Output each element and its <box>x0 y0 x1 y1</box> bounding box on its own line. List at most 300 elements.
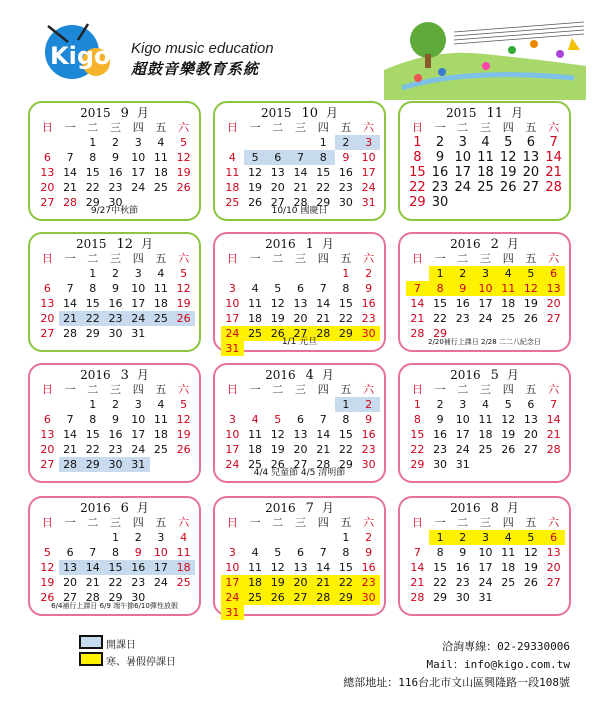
weekday-header: 三 <box>294 383 306 396</box>
day-cell: 10 <box>153 546 168 559</box>
day-cell: 11 <box>248 297 263 310</box>
weekday-header: 五 <box>340 252 352 265</box>
day-cell: 5 <box>274 282 282 295</box>
weekday-header: 三 <box>479 383 491 396</box>
day-cell: 10 <box>455 413 470 426</box>
day-cell: 20 <box>523 428 538 441</box>
weekday-header: 六 <box>178 252 190 265</box>
day-cell: 17 <box>225 312 240 325</box>
month-unit: 月 <box>321 368 334 382</box>
month-number: 5 <box>490 368 499 383</box>
day-cell: 22 <box>335 575 358 590</box>
day-cell: 9 <box>111 151 119 164</box>
day-cell: 27 <box>270 196 285 209</box>
day-cell: 21 <box>293 181 308 194</box>
weekday-header: 四 <box>502 252 514 265</box>
day-cell: 4 <box>481 398 489 411</box>
weekday-header: 二 <box>457 121 469 134</box>
day-cell: 26 <box>176 443 191 456</box>
day-cell: 5 <box>520 530 543 545</box>
day-cell: 20 <box>546 561 561 574</box>
month-year: 2015 <box>260 106 292 120</box>
day-cell: 5 <box>43 546 51 559</box>
weekday-header: 二 <box>457 516 469 529</box>
day-cell: 29 <box>433 327 448 340</box>
weekday-header: 一 <box>64 516 76 529</box>
day-cell: 20 <box>293 443 308 456</box>
day-cell: 20 <box>63 576 78 589</box>
day-cell: 24 <box>478 312 493 325</box>
day-cell: 20 <box>293 312 308 325</box>
weekday-header: 日 <box>41 252 53 265</box>
day-cell: 16 <box>433 428 448 441</box>
day-cell: 4 <box>481 135 490 150</box>
day-cell: 2 <box>365 267 373 280</box>
empty-day <box>221 530 244 545</box>
day-cell: 12 <box>520 281 543 296</box>
legend-blue-label: 開課日 <box>106 640 136 651</box>
weekday-header: 三 <box>479 516 491 529</box>
empty-day <box>81 530 104 545</box>
weekday-header: 五 <box>525 252 537 265</box>
day-cell: 19 <box>523 297 538 310</box>
weekday-header: 五 <box>340 516 352 529</box>
day-cell: 3 <box>474 266 497 281</box>
day-cell: 8 <box>342 413 350 426</box>
month-title <box>400 104 569 121</box>
day-cell: 5 <box>180 398 188 411</box>
day-cell: 15 <box>433 297 448 310</box>
day-cell: 7 <box>66 151 74 164</box>
day-cell: 2 <box>435 135 445 150</box>
weekday-header: 六 <box>363 516 375 529</box>
day-cell: 20 <box>270 181 285 194</box>
month-title <box>30 499 199 516</box>
day-cell: 1 <box>319 136 327 149</box>
empty-day <box>266 266 289 281</box>
footer-phone: 洽詢專線：02-29330006 <box>442 640 570 653</box>
day-cell: 16 <box>455 297 470 310</box>
weekday-header: 五 <box>155 383 167 396</box>
day-cell: 1 <box>335 397 358 412</box>
day-cell: 15 <box>85 166 100 179</box>
day-cell: 8 <box>312 150 335 165</box>
day-cell: 21 <box>410 312 425 325</box>
day-cell: 6 <box>296 282 304 295</box>
day-cell: 18 <box>501 297 516 310</box>
day-cell: 4 <box>251 282 259 295</box>
empty-day <box>59 266 82 281</box>
month-unit: 月 <box>136 106 149 120</box>
day-cell: 9 <box>459 546 467 559</box>
weekday-header: 五 <box>155 121 167 134</box>
day-cell: 31 <box>131 327 146 340</box>
month-title <box>215 499 384 516</box>
day-cell: 3 <box>134 398 142 411</box>
day-grid <box>36 251 195 341</box>
day-cell: 25 <box>248 458 263 471</box>
weekday-header: 五 <box>525 516 537 529</box>
empty-day <box>36 266 59 281</box>
day-cell: 7 <box>413 546 421 559</box>
day-cell: 19 <box>176 297 191 310</box>
day-cell: 11 <box>225 166 240 179</box>
day-cell: 14 <box>545 150 562 165</box>
day-cell: 31 <box>361 196 376 209</box>
day-cell: 28 <box>59 457 82 472</box>
empty-day <box>36 397 59 412</box>
day-cell: 11 <box>153 151 168 164</box>
day-cell: 2 <box>436 398 444 411</box>
month-unit: 月 <box>321 237 334 251</box>
day-cell: 28 <box>545 180 562 195</box>
day-cell: 13 <box>546 546 561 559</box>
day-cell: 29 <box>433 591 448 604</box>
day-cell: 6 <box>527 398 535 411</box>
day-cell: 28 <box>546 443 561 456</box>
day-cell: 14 <box>410 561 425 574</box>
day-cell: 17 <box>225 443 240 456</box>
month-note: 1/1 元旦 <box>281 337 318 347</box>
day-cell: 23 <box>108 181 123 194</box>
day-cell: 25 <box>150 311 173 326</box>
day-cell: 27 <box>40 327 55 340</box>
day-cell: 23 <box>455 576 470 589</box>
day-cell: 24 <box>153 576 168 589</box>
day-cell: 29 <box>108 591 123 604</box>
day-grid <box>221 120 380 210</box>
weekday-header: 六 <box>178 121 190 134</box>
weekday-header: 日 <box>411 383 423 396</box>
month-card <box>398 363 571 483</box>
day-cell: 10 <box>454 150 472 165</box>
weekday-header: 四 <box>132 383 144 396</box>
day-cell: 18 <box>248 443 263 456</box>
weekday-header: 一 <box>64 121 76 134</box>
day-cell: 30 <box>357 590 380 605</box>
empty-day <box>244 266 267 281</box>
day-cell: 29 <box>316 196 331 209</box>
day-cell: 19 <box>270 443 285 456</box>
day-cell: 13 <box>293 428 308 441</box>
month-card <box>213 363 386 483</box>
day-cell: 7 <box>289 150 312 165</box>
weekday-header: 二 <box>87 121 99 134</box>
day-cell: 1 <box>89 136 97 149</box>
day-cell: 17 <box>150 560 173 575</box>
day-cell: 28 <box>85 591 100 604</box>
day-cell: 30 <box>108 327 123 340</box>
month-card <box>28 101 201 221</box>
day-grid <box>406 515 565 605</box>
weekday-header: 二 <box>272 121 284 134</box>
day-cell: 28 <box>410 591 425 604</box>
month-year: 2016 <box>265 501 296 515</box>
day-cell: 10 <box>131 413 146 426</box>
day-cell: 26 <box>270 458 285 471</box>
day-cell: 29 <box>409 195 426 210</box>
day-cell: 3 <box>459 398 467 411</box>
day-cell: 24 <box>127 311 150 326</box>
weekday-header: 一 <box>64 252 76 265</box>
day-cell: 17 <box>455 428 470 441</box>
day-cell: 1 <box>413 398 421 411</box>
day-cell: 6 <box>542 530 565 545</box>
day-cell: 14 <box>81 560 104 575</box>
weekday-header: 二 <box>272 252 284 265</box>
day-cell: 7 <box>319 413 327 426</box>
day-grid <box>406 382 565 472</box>
day-cell: 21 <box>316 312 331 325</box>
day-cell: 23 <box>431 180 449 195</box>
month-card <box>213 496 386 619</box>
footer-mail: Mail：info@kigo.com.tw <box>426 658 570 671</box>
day-cell: 22 <box>409 180 426 195</box>
day-cell: 1 <box>342 531 350 544</box>
day-cell: 23 <box>108 443 123 456</box>
day-cell: 4 <box>180 531 188 544</box>
day-cell: 15 <box>85 297 100 310</box>
day-cell: 15 <box>338 561 353 574</box>
day-cell: 10 <box>361 151 376 164</box>
day-cell: 28 <box>293 196 308 209</box>
day-cell: 2 <box>357 397 380 412</box>
day-cell: 18 <box>153 428 168 441</box>
day-cell: 30 <box>338 196 353 209</box>
day-cell: 2 <box>335 135 358 150</box>
day-cell: 16 <box>108 166 123 179</box>
month-unit: 月 <box>321 501 334 515</box>
day-cell: 19 <box>266 575 289 590</box>
month-note: 4/4 兒童節 4/5 清明節 <box>253 468 346 478</box>
day-cell: 24 <box>225 458 240 471</box>
day-cell: 6 <box>66 546 74 559</box>
day-cell: 3 <box>134 136 142 149</box>
day-cell: 16 <box>431 165 449 180</box>
day-cell: 3 <box>228 413 236 426</box>
month-number: 3 <box>120 368 129 383</box>
day-cell: 23 <box>338 181 353 194</box>
legend-yellow-label: 寒、暑假停課日 <box>106 657 176 668</box>
day-cell: 12 <box>270 297 285 310</box>
day-cell: 28 <box>63 196 78 209</box>
weekday-header: 四 <box>317 121 329 134</box>
weekday-header: 日 <box>41 383 53 396</box>
month-title <box>30 104 199 121</box>
day-cell: 29 <box>335 326 358 341</box>
day-cell: 8 <box>429 281 452 296</box>
day-cell: 26 <box>172 311 195 326</box>
month-card <box>398 496 571 616</box>
weekday-header: 四 <box>132 516 144 529</box>
day-cell: 18 <box>153 297 168 310</box>
day-cell: 22 <box>85 181 100 194</box>
day-cell: 21 <box>316 443 331 456</box>
day-cell: 10 <box>225 297 240 310</box>
day-cell: 13 <box>293 561 308 574</box>
day-cell: 19 <box>176 428 191 441</box>
day-cell: 10 <box>131 282 146 295</box>
day-cell: 15 <box>410 428 425 441</box>
day-cell: 31 <box>455 458 470 471</box>
day-cell: 28 <box>312 590 335 605</box>
day-cell: 15 <box>338 428 353 441</box>
day-cell: 5 <box>180 136 188 149</box>
day-cell: 9 <box>365 282 373 295</box>
month-title <box>30 366 199 383</box>
day-cell: 16 <box>361 428 376 441</box>
month-unit: 月 <box>511 106 524 120</box>
weekday-header: 五 <box>340 383 352 396</box>
day-cell: 17 <box>478 561 493 574</box>
legend-blue-swatch <box>79 635 103 649</box>
month-unit: 月 <box>506 501 519 515</box>
day-cell: 3 <box>228 546 236 559</box>
day-cell: 8 <box>413 150 422 165</box>
day-cell: 13 <box>40 428 55 441</box>
weekday-header: 三 <box>294 252 306 265</box>
empty-day <box>59 397 82 412</box>
day-cell: 26 <box>499 180 517 195</box>
day-cell: 8 <box>342 546 350 559</box>
children-playing-illustration <box>384 14 586 100</box>
day-cell: 16 <box>361 561 376 574</box>
weekday-header: 日 <box>411 121 423 134</box>
day-cell: 25 <box>244 326 267 341</box>
day-cell: 1 <box>429 530 452 545</box>
day-cell: 29 <box>85 196 100 209</box>
day-grid <box>406 251 565 341</box>
day-cell: 2 <box>111 267 119 280</box>
legend-yellow-swatch <box>79 652 103 666</box>
day-cell: 30 <box>361 458 376 471</box>
day-cell: 9 <box>365 546 373 559</box>
weekday-header: 日 <box>226 252 238 265</box>
month-title <box>215 104 384 121</box>
day-cell: 14 <box>63 428 78 441</box>
weekday-header: 六 <box>548 121 560 134</box>
footer-address: 總部地址：116台北市文山區興隆路一段108號 <box>343 676 570 689</box>
day-cell: 30 <box>131 591 146 604</box>
day-cell: 20 <box>40 443 55 456</box>
month-number: 12 <box>116 237 134 252</box>
day-cell: 22 <box>338 312 353 325</box>
day-cell: 7 <box>66 413 74 426</box>
day-cell: 17 <box>221 575 244 590</box>
weekday-header: 日 <box>226 383 238 396</box>
brand-name-en: Kigo music education <box>131 40 274 57</box>
weekday-header: 四 <box>502 121 514 134</box>
weekday-header: 六 <box>548 383 560 396</box>
day-cell: 9 <box>342 151 350 164</box>
day-cell: 8 <box>111 546 119 559</box>
day-cell: 11 <box>248 428 263 441</box>
weekday-header: 一 <box>434 516 446 529</box>
day-cell: 23 <box>361 312 376 325</box>
day-cell: 14 <box>316 561 331 574</box>
day-cell: 14 <box>410 297 425 310</box>
day-cell: 24 <box>454 180 472 195</box>
empty-day <box>406 530 429 545</box>
day-cell: 10 <box>225 561 240 574</box>
weekday-header: 六 <box>363 121 375 134</box>
empty-day <box>312 266 335 281</box>
day-cell: 27 <box>40 458 55 471</box>
day-cell: 13 <box>293 297 308 310</box>
day-cell: 3 <box>228 282 236 295</box>
day-cell: 23 <box>455 312 470 325</box>
month-year: 2016 <box>265 237 296 251</box>
weekday-header: 一 <box>434 121 446 134</box>
weekday-header: 四 <box>317 516 329 529</box>
day-cell: 14 <box>293 166 308 179</box>
month-unit: 月 <box>326 106 339 120</box>
weekday-header: 三 <box>109 121 121 134</box>
day-cell: 20 <box>522 165 540 180</box>
day-cell: 28 <box>410 327 425 340</box>
day-cell: 30 <box>431 195 449 210</box>
weekday-header: 四 <box>502 516 514 529</box>
day-cell: 25 <box>244 590 267 605</box>
month-card <box>28 363 201 483</box>
weekday-header: 二 <box>457 252 469 265</box>
day-cell: 18 <box>501 561 516 574</box>
day-grid <box>36 120 195 210</box>
day-cell: 2 <box>451 530 474 545</box>
empty-day <box>221 397 244 412</box>
month-year: 2016 <box>80 368 111 382</box>
day-cell: 30 <box>433 458 448 471</box>
weekday-header: 四 <box>317 383 329 396</box>
month-title <box>400 366 569 383</box>
brand-name-zh: 超鼓音樂教育系統 <box>131 60 260 78</box>
day-cell: 30 <box>357 326 380 341</box>
day-cell: 26 <box>266 326 289 341</box>
month-year: 2015 <box>75 237 107 251</box>
weekday-header: 一 <box>249 516 261 529</box>
month-number: 10 <box>301 106 319 121</box>
month-year: 2016 <box>265 368 296 382</box>
day-cell: 12 <box>176 413 191 426</box>
day-cell: 27 <box>293 458 308 471</box>
day-cell: 18 <box>172 560 195 575</box>
empty-day <box>289 135 312 150</box>
day-cell: 7 <box>89 546 97 559</box>
day-cell: 2 <box>451 266 474 281</box>
day-cell: 1 <box>413 135 422 150</box>
day-cell: 12 <box>501 413 516 426</box>
day-cell: 18 <box>153 166 168 179</box>
day-cell: 25 <box>176 576 191 589</box>
month-year: 2016 <box>80 501 111 515</box>
day-cell: 25 <box>477 180 494 195</box>
weekday-header: 四 <box>132 252 144 265</box>
weekday-header: 五 <box>340 121 352 134</box>
day-cell: 25 <box>153 181 168 194</box>
day-cell: 4 <box>228 151 236 164</box>
day-cell: 23 <box>104 311 127 326</box>
day-cell: 26 <box>266 590 289 605</box>
day-cell: 26 <box>523 312 538 325</box>
day-cell: 6 <box>266 150 289 165</box>
empty-day <box>59 530 82 545</box>
day-cell: 9 <box>436 413 444 426</box>
day-grid <box>406 120 565 210</box>
weekday-header: 三 <box>109 252 121 265</box>
month-number: 4 <box>305 368 314 383</box>
day-cell: 23 <box>357 575 380 590</box>
day-cell: 19 <box>176 166 191 179</box>
